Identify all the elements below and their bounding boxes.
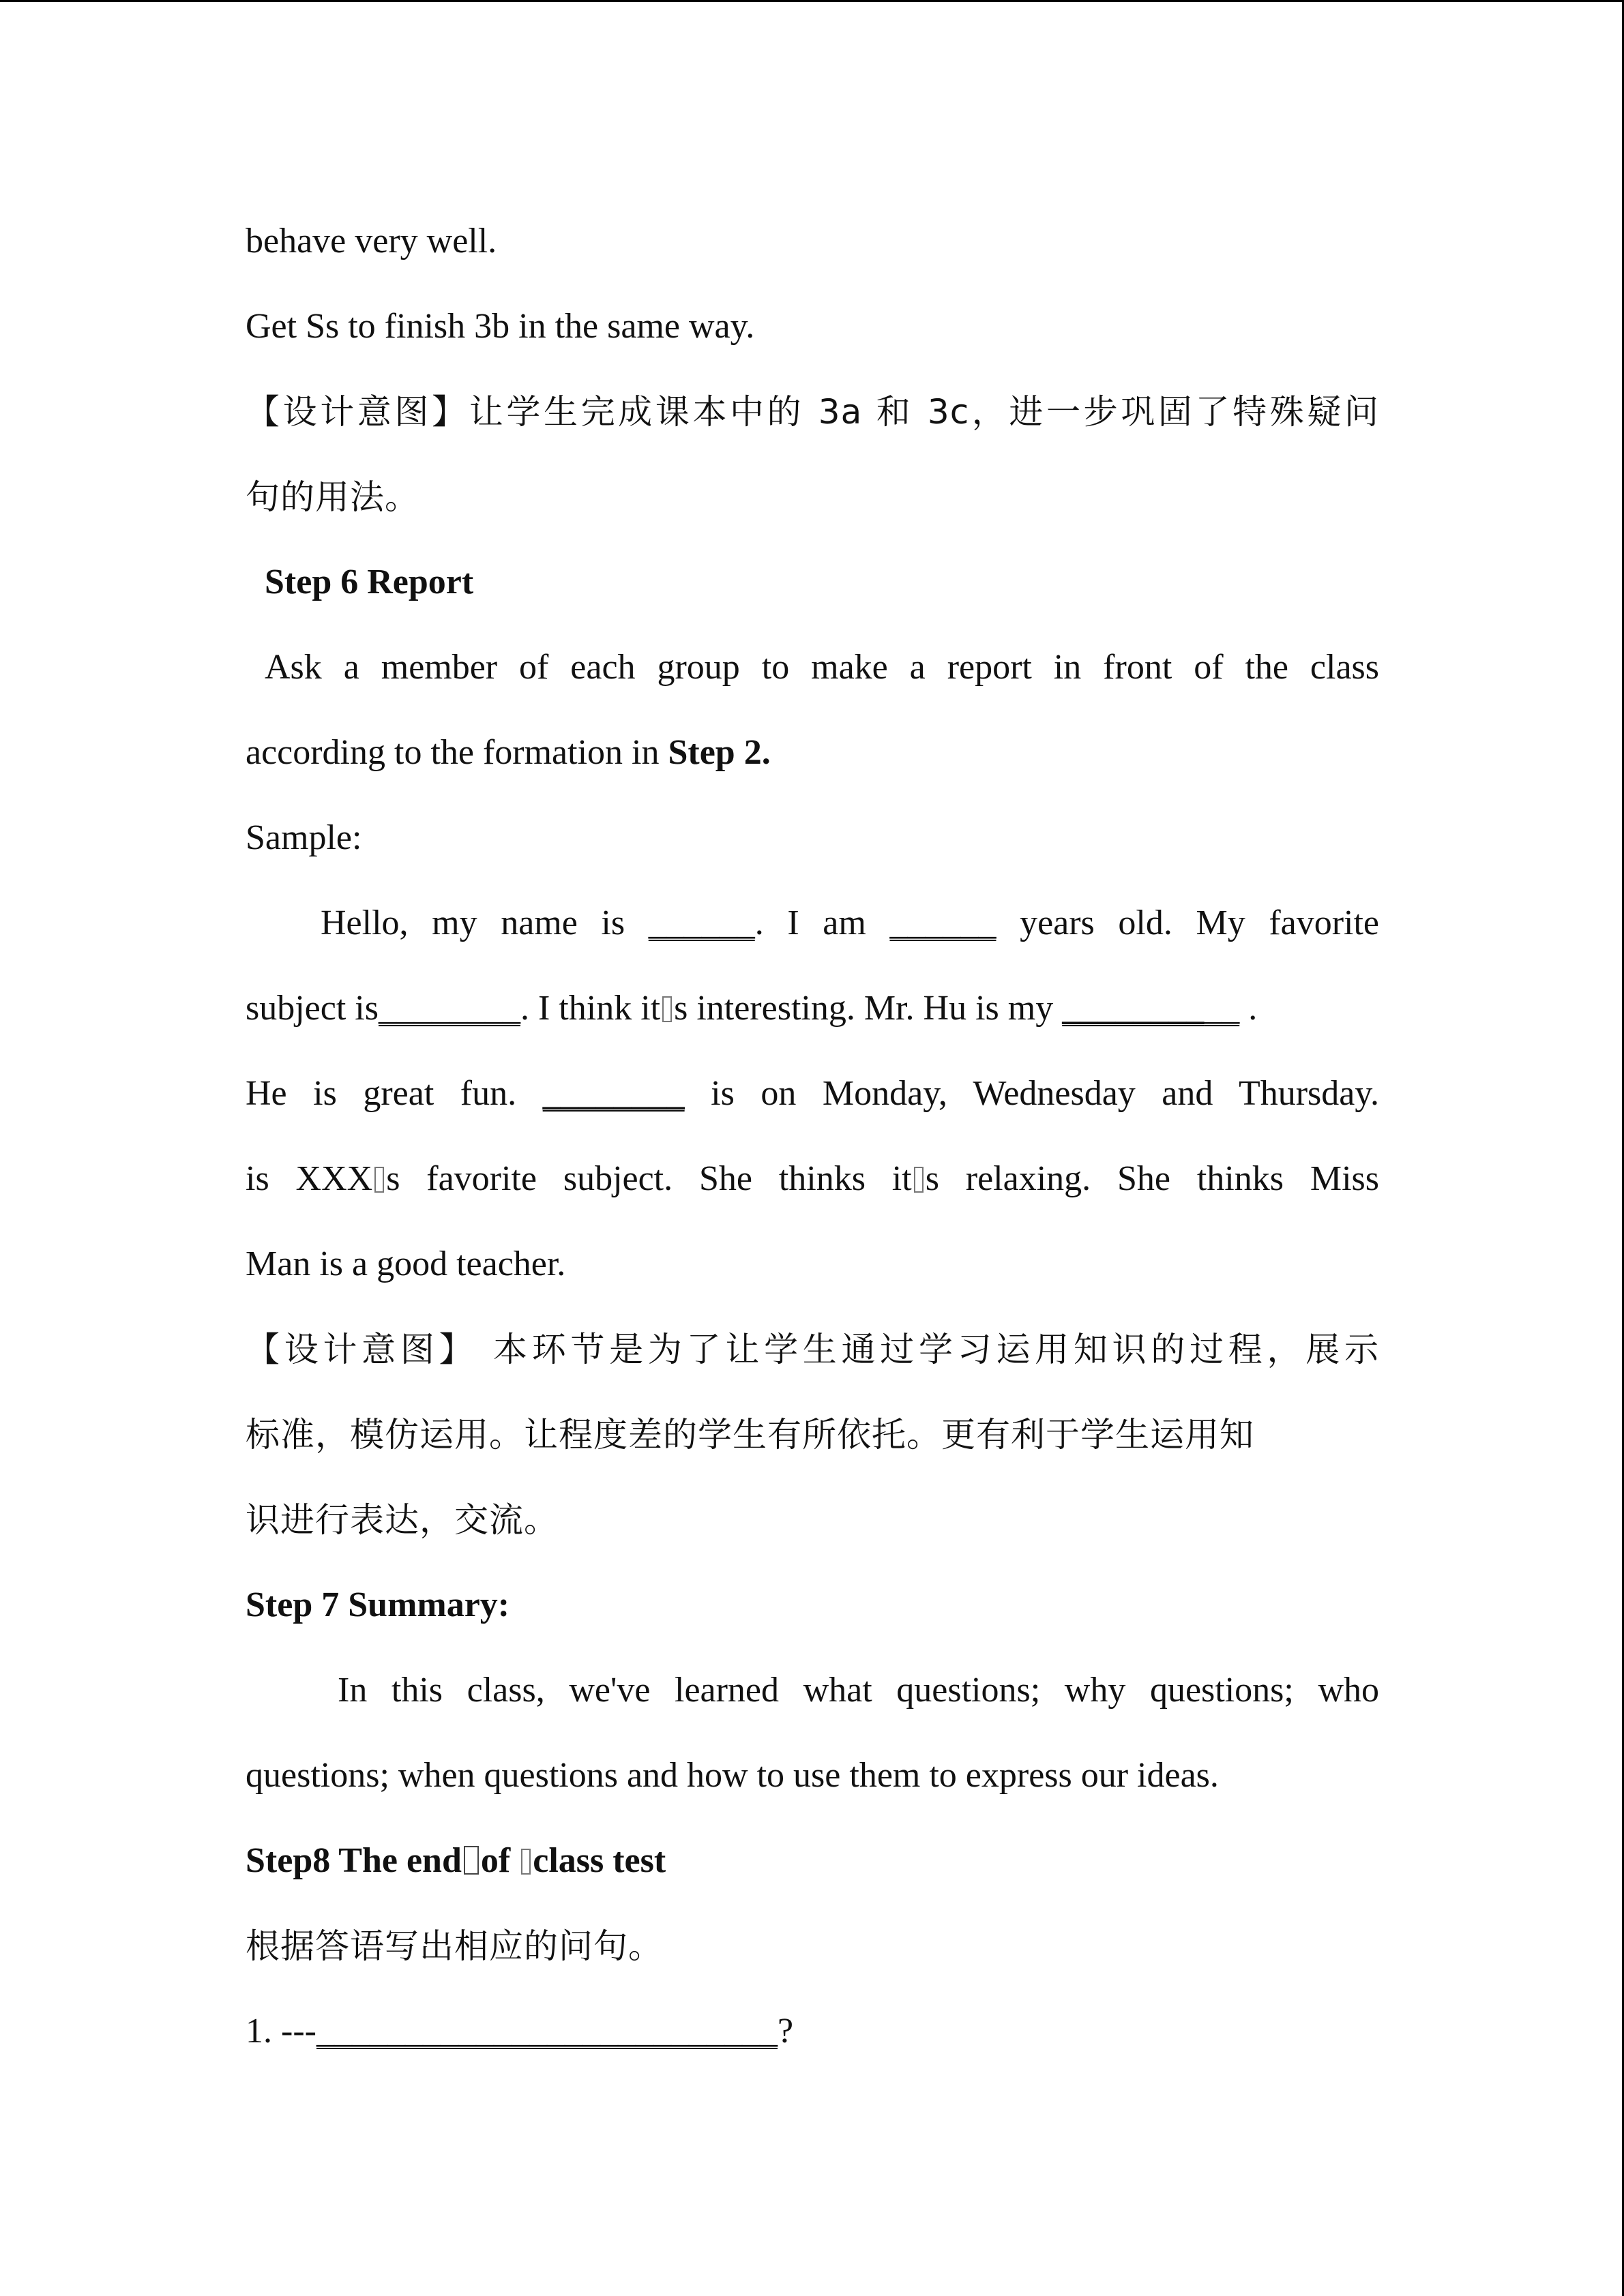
missing-glyph-box	[662, 996, 672, 1022]
document-page	[246, 211, 1379, 2087]
sample-line: is XXX s favorite subject. She thinks it s relaxing. She thinks Miss	[246, 1159, 1379, 1198]
text-line: 句的用法。	[246, 477, 419, 517]
missing-glyph-box	[464, 1846, 479, 1875]
test-instruction: 根据答语写出相应的问句。	[246, 1926, 663, 1966]
step-6-heading: Step 6 Report	[265, 563, 474, 601]
text-line: 标准，模仿运用。让程度差的学生有所依托。更有利于学生运用知	[246, 1415, 1254, 1455]
step-8-heading: Step8 The end of class test	[246, 1841, 666, 1880]
blank-age: ______	[889, 904, 996, 942]
design-intent-paragraph: 【设计意图】 本环节是为了让学生通过学习运用知识的过程，展示	[246, 1330, 1379, 1369]
sample-line: He is great fun. ________ is on Monday, Wednesday and Thursday.	[246, 1074, 1379, 1113]
missing-glyph-box	[521, 1849, 531, 1875]
step-7-heading: Step 7 Summary:	[246, 1585, 510, 1624]
blank-relation: ________	[1062, 989, 1205, 1028]
question-1: 1. ---__________________________?	[246, 2012, 794, 2051]
text-line: Ask a member of each group to make a report in front of the class	[265, 648, 1379, 687]
text-line: Get Ss to finish 3b in the same way.	[246, 307, 755, 346]
missing-glyph-box	[374, 1167, 384, 1193]
design-intent-paragraph: 【设计意图】让学生完成课本中的 3a 和 3c，进一步巩固了特殊疑问	[246, 392, 1379, 432]
sample-label: Sample:	[246, 818, 362, 857]
missing-glyph-box	[914, 1167, 924, 1193]
blank-class: ________	[542, 1074, 685, 1113]
sample-line: subject is________. I think it s interesting. Mr. Hu is my __________ .	[246, 989, 1258, 1028]
text-line: behave very well.	[246, 222, 497, 260]
sample-line: Man is a good teacher.	[246, 1244, 566, 1283]
blank-name: ______	[648, 904, 755, 942]
sample-line: Hello, my name is ______. I am ______ years old. My favorite	[321, 904, 1380, 942]
text-line: 识进行表达，交流。	[246, 1500, 559, 1540]
text-line: according to the formation in Step 2.	[246, 733, 771, 772]
top-border-line	[0, 0, 1624, 2]
blank-subject: ________	[378, 989, 520, 1028]
summary-line: In this class, we've learned what questions; why questions; who	[338, 1671, 1379, 1710]
summary-line: questions; when questions and how to use them to express our ideas.	[246, 1756, 1219, 1795]
answer-blank: __________________________	[316, 2012, 778, 2051]
